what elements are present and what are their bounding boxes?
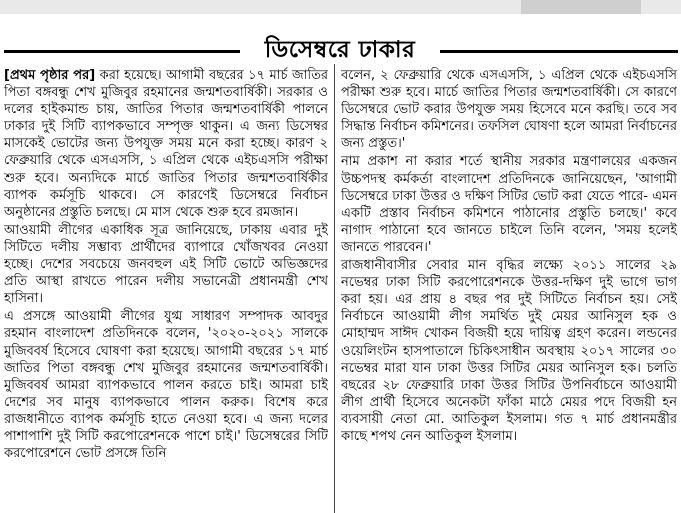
paragraph-2: আওয়ামী লীগের একাধিক সূত্র জানিয়েছে, ঢাকায় এবার দুই সিটিতে দলীয় সম্ভাব্য প্রার্থীদের ব্যাপারে খোঁজখবর নেওয়া হচ্ছে। দেশের সবচেয়ে জনবহুল এই সিটি ভোটে অভিজ্ঞদের প্রতি আস্থা রাখতে পারেন দলীয় সভানেত্রী প্রধানমন্ত্রী শেখ হাসিনা। — [4, 222, 328, 307]
paragraph-3: এ প্রসঙ্গে আওয়ামী লীগের যুগ্ম সাধারণ সম্পাদক আবদুর রহমান বাংলাদেশ প্রতিদিনকে বলেন, '২০২০-২০২১ সালকে মুজিববর্ষ হিসেবে ঘোষণা করা হয়েছে। আগামী বছরের ১৭ মার্চ জাতির পিতা বঙ্গবন্ধু শেখ মুজিবুর রহমানের জন্মশতবার্ষিকী। মুজিববর্ষ আমরা ব্যাপকভাবে পালন করতে চাই। আমরা চাই দেশের সব মানুষ ব্যাপকভাবে পালন করুক। বিশেষ করে রাজধানীতে ব্যাপক কর্মসূচি হাতে নেওয়া হবে। এ জন্য দলের পাশাপাশি দুই সিটি করপোরেশনকে পাশে চাই।' ডিসেম্বরের সিটি করপোরেশনে ভোট প্রসঙ্গে তিনি — [4, 309, 328, 462]
top-strip — [0, 0, 681, 14]
paragraph-6: রাজধানীবাসীর সেবার মান বৃদ্ধির লক্ষ্যে ২০১১ সালের ২৯ নভেম্বর ঢাকা সিটি করপোরেশনকে উত্তর-দক্ষিণ দুই ভাগে ভাগ করা হয়। এর প্রায় ৪ বছর পর দুই সিটিতে নির্বাচন হয়। সেই নির্বাচনে আওয়ামী লীগ সমর্থিত দুই মেয়র আনিসুল হক ও মোহাম্মদ সাঈদ খোকন বিজয়ী হয়ে দায়িত্ব গ্রহণ করেন। লন্ডনের ওয়েলিংটন হাসপাতালে চিকিৎসাধীন অবস্থায় ২০১৭ সালের ৩০ নভেম্বর মারা যান ঢাকা উত্তর সিটির মেয়র আনিসুল হক। চলতি বছরের ২৮ ফেব্রুয়ারি ঢাকা উত্তর সিটির উপনির্বাচনে আওয়ামী লীগ প্রার্থী হিসেবে অনেকটা ফাঁকা মাঠে মেয়র পদে বিজয়ী হন ব্যবসায়ী নেতা মো. আতিকুল ইসলাম। গত ৭ মার্চ প্রধানমন্ত্রীর কাছে শপথ নেন আতিকুল ইসলাম। — [341, 258, 677, 444]
headline-rule-left — [4, 50, 240, 53]
right-column — [341, 67, 677, 513]
left-column — [4, 67, 328, 513]
paragraph-1 — [4, 67, 328, 221]
headline-rule-right — [440, 50, 678, 53]
paragraph-5: নাম প্রকাশ না করার শর্তে স্থানীয় সরকার মন্ত্রণালয়ের একজন উচ্চপদস্থ কর্মকর্তা বাংলাদেশ প্রতিদিনকে জানিয়েছেন, 'আগামী ডিসেম্বরে ঢাকা উত্তর ও দক্ষিণ সিটির ভোট করা যেতে পারে- এমন একটি প্রস্তাব নির্বাচন কমিশনে পাঠানোর প্রস্তুতি চলছে।' কবে নাগাদ পাঠানো হবে জানতে চাইলে তিনি বলেন, 'সময় হলেই জানতে পারবেন।' — [341, 154, 677, 255]
column-divider — [334, 64, 335, 513]
paragraph-1-text: করা হয়েছে। আগামী বছরের ১৭ মার্চ জাতির পিতা বঙ্গবন্ধু শেখ মুজিবুর রহমানের জন্মশতবার্ষিকী। সরকার ও দলের হাইকমান্ড চায়, জাতির পিতার জন্মশতবার্ষিকী পালনে ঢাকার দুই সিটি ব্যাপকভাবে সম্পৃক্ত থাকুন। এ জন্য ডিসেম্বর মাসকেই ভোটের জন্য উপযুক্ত সময় মনে করা হচ্ছে। কারণ ২ ফেব্রুয়ারি থেকে এসএসসি, ১ এপ্রিল থেকে এইচএসসি পরীক্ষা শুরু হবে। অন্যদিকে মার্চে জাতির পিতার জন্মশতবার্ষিকীর ব্যাপক কর্মসূচি থাকবে। সে কারণেই ডিসেম্বরে নির্বাচন অনুষ্ঠানের প্রস্তুতি চলছে। মে মাস থেকে শুরু হবে রমজান। — [4, 68, 328, 220]
paragraph-4: বলেন, ২ ফেব্রুয়ারি থেকে এসএসসি, ১ এপ্রিল থেকে এইচএসসি পরীক্ষা শুরু হবে। মার্চে জাতির পিতার জন্মশতবার্ষিকী। সে কারণে ডিসেম্বরে ভোট করার উপযুক্ত সময় হিসেবে মনে করছি। তবে সব সিদ্ধান্ত নির্বাচন কমিশনের। তফসিল ঘোষণা হলে আমরা নির্বাচনের জন্য প্রস্তুত।' — [341, 68, 677, 152]
headline: ডিসেম্বরে ঢাকার — [264, 37, 416, 63]
continued-label: [প্রথম পৃষ্ঠার পর] — [4, 68, 96, 83]
